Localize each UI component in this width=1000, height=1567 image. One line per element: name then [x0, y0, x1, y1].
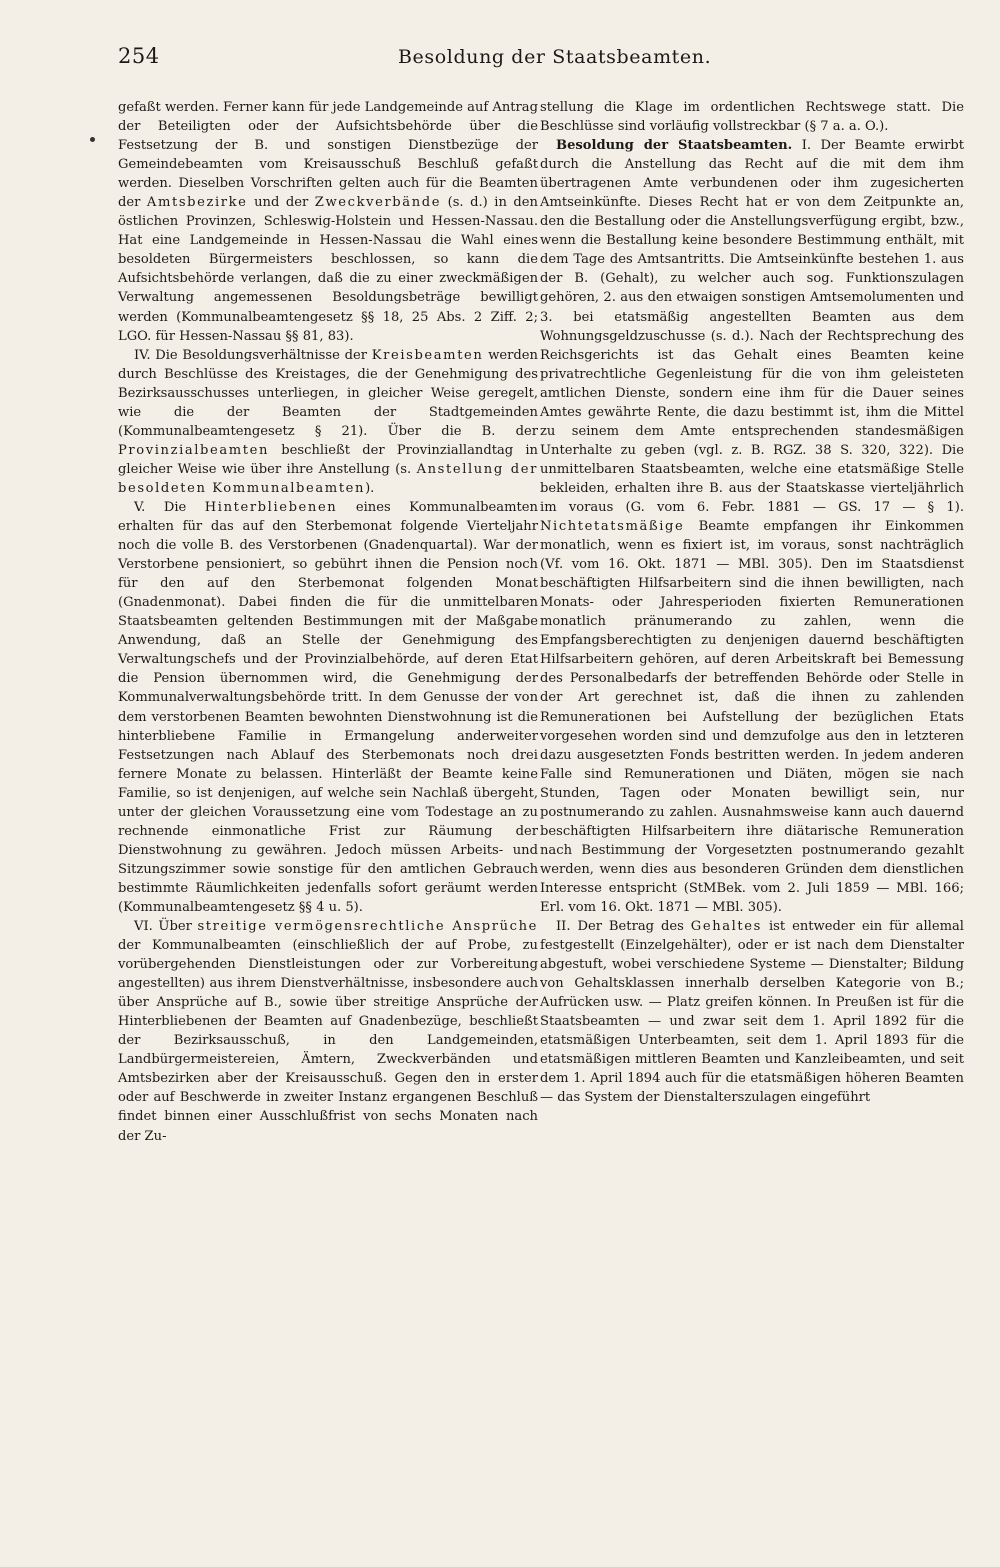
left-paragraph-1: gefaßt werden. Ferner kann für jede Landgemeinde auf Antrag der Beteiligten oder der Aufsichtsbehörde über die Festsetzung der B. und sonstigen Dienstbezüge der Gemeindebeamten vom Kreisausschuß Beschluß gefaßt werden. Dieselben Vorschriften gelten auch für die Beamten der Amtsbezirke und der Zweckverbände (s. d.) in den östlichen Provinzen, Schleswig-Holstein und Hessen-Nassau. Hat eine Landgemeinde in Hessen-Nassau die Wahl eines besoldeten Bürgermeisters beschlossen, so kann die Aufsichtsbehörde verlangen, daß die zu einer zweckmäßigen Verwaltung angemessenen Besoldungsbeträge bewilligt werden (Kommunalbeamtengesetz §§ 18, 25 Abs. 2 Ziff. 2; LGO. für Hessen-Nassau §§ 81, 83). — [118, 100, 538, 344]
right-column — [540, 98, 964, 1107]
right-paragraph-besoldung: Besoldung der Staatsbeamten. I. Der Beamte erwirbt durch die Anstellung das Recht auf die mit dem ihm übertragenen Amte verbundenen oder ihm zugesicherten Amtseinkünfte. Dieses Recht hat er von dem Zeitpunkte an, den die Bestallung oder die Anstellungsverfügung ergibt, bzw., wenn die Bestallung keine besondere Bestimmung enthält, mit dem Tage des Amtsantritts. Die Amtseinkünfte bestehen 1. aus der B. (Gehalt), zu welcher auch sog. Funktionszulagen gehören, 2. aus den etwaigen sonstigen Amtsemolumenten und 3. bei etatsmäßig angestellten Beamten aus dem Wohnungsgeldzuschusse (s. d.). Nach der Rechtsprechung des Reichsgerichts ist das Gehalt eines Beamten keine privatrechtliche Gegenleistung für die von ihm geleisteten amtlichen Dienste, sondern eine ihm für die Dauer seines Amtes gewährte Rente, die dazu bestimmt ist, ihm die Mittel zu seinem dem Amte entsprechenden standesmäßigen Unterhalte zu geben (vgl. z. B. RGZ. 38 S. 320, 322). Die unmittelbaren Staatsbeamten, welche eine etatsmäßige Stelle bekleiden, erhalten ihre B. aus der Staatskasse vierteljährlich im voraus (G. vom 6. Febr. 1881 — GS. 17 — § 1). Nichtetatsmäßige Beamte empfangen ihr Einkommen monatlich, wenn es fixiert ist, im voraus, sonst nachträglich (Vf. vom 16. Okt. 1871 — MBl. 305). Den im Staatsdienst beschäftigten Hilfsarbeitern sind die ihnen bewilligten, nach Monats- oder Jahresperioden fixierten Remunerationen monatlich pränumerando zu zahlen, wenn die Empfangsberechtigten zu denjenigen dauernd beschäftigten Hilfsarbeitern gehören, auf deren Arbeitskraft bei Bemessung des Personalbedarfs der betreffenden Behörde oder Stelle in der Art gerechnet ist, daß die ihnen zu zahlenden Remunerationen bei Aufstellung der bezüglichen Etats vorgesehen worden sind und demzufolge aus den in letzteren dazu ausgesetzten Fonds bestritten werden. In jedem anderen Falle sind Remunerationen und Diäten, mögen sie nach Stunden, Tagen oder Monaten bewilligt sein, nur postnumerando zu zahlen. Ausnahmsweise kann auch dauernd beschäftigten Hilfsarbeitern ihre diätarische Remuneration nach Bestimmung der Vorgesetzten postnumerando gezahlt werden, wenn dies aus besonderen Gründen dem dienstlichen Interesse entspricht (StMBek. vom 2. Juli 1859 — MBl. 166; Erl. vom 16. Okt. 1871 — MBl. 305). — [540, 138, 964, 915]
page-header — [118, 40, 956, 76]
right-paragraph-ii: II. Der Betrag des Gehaltes ist entweder ein für allemal festgestellt (Einzelgehälter), oder er ist nach dem Dienstalter abgestuft, wobei verschiedene Systeme — Dienstalter; Bildung von Gehaltsklassen innerhalb derselben Kategorie von B.; Aufrücken usw. — Platz greifen können. In Preußen ist für die Staatsbeamten — und zwar seit dem 1. April 1892 für die etatsmäßigen Unterbeamten, seit dem 1. April 1893 für die etatsmäßigen mittleren Beamten und Kanzleibeamten, und seit dem 1. April 1894 auch für die etatsmäßigen höheren Beamten — das System der Dienstalterszulagen eingeführt — [540, 919, 964, 1106]
running-title: Besoldung der Staatsbeamten. — [398, 46, 712, 68]
spaced-term: streitige vermögensrechtliche Ansprüche — [197, 919, 538, 935]
margin-dot-mark — [90, 137, 95, 142]
right-paragraph-1: stellung die Klage im ordentlichen Rechtswege statt. Die Beschlüsse sind vorläufig vollstreckbar (§ 7 a. a. O.). — [540, 100, 964, 135]
spaced-term: Zweckverbände — [314, 195, 442, 211]
spaced-term: Nichtetatsmäßige — [540, 519, 685, 535]
entry-heading: Besoldung der Staatsbeamten. — [556, 138, 793, 154]
left-column — [118, 98, 538, 1146]
spaced-term: Amtsbezirke — [146, 195, 248, 211]
spaced-term: Hinterbliebenen — [204, 499, 338, 515]
spaced-term: Provinzialbeamten — [118, 442, 270, 458]
spaced-term: Gehaltes — [690, 919, 762, 935]
cross-reference: Anstellung der besoldeten Kommunalbeamten — [118, 461, 538, 496]
page-number: 254 — [118, 44, 160, 68]
left-paragraph-iv: IV. Die Besoldungsverhältnisse der Kreisbeamten werden durch Beschlüsse des Kreistages, die der Genehmigung des Bezirksausschusses unterliegen, in gleicher Weise geregelt, wie die der Beamten der Stadtgemeinden (Kommunalbeamtengesetz § 21). Über die B. der Provinzialbeamten beschließt der Provinziallandtag in gleicher Weise wie über ihre Anstellung (s. Anstellung der besoldeten Kommunalbeamten). — [118, 347, 538, 496]
left-paragraph-vi: VI. Über streitige vermögensrechtliche Ansprüche der Kommunalbeamten (einschließlich der auf Probe, zu vorübergehenden Dienstleistungen oder zur Vorbereitung angestellten) aus ihrem Dienstverhältnisse, insbesondere auch über Ansprüche auf B., sowie über streitige Ansprüche der Hinterbliebenen der Beamten auf Gnadenbezüge, beschließt der Bezirksausschuß, in den Landgemeinden, Landbürgermeistereien, Ämtern, Zweckverbänden und Amtsbezirken aber der Kreisausschuß. Gegen den in erster oder auf Beschwerde in zweiter Instanz ergangenen Beschluß findet binnen einer Ausschlußfrist von sechs Monaten nach der Zu- — [118, 919, 538, 1144]
left-paragraph-v: V. Die Hinterbliebenen eines Kommunalbeamten erhalten für das auf den Sterbemonat folgende Vierteljahr noch die volle B. des Verstorbenen (Gnadenquartal). War der Verstorbene pensioniert, so gebührt ihnen die Pension noch für den auf den Sterbemonat folgenden Monat (Gnadenmonat). Dabei finden die für die unmittelbaren Staatsbeamten geltenden Bestimmungen mit der Maßgabe Anwendung, daß an Stelle der Genehmigung des Verwaltungschefs und der Provinzialbehörde, auf deren Etat die Pension übernommen wird, die Genehmigung der Kommunalverwaltungsbehörde tritt. In dem Genusse der von dem verstorbenen Beamten bewohnten Dienstwohnung ist die hinterbliebene Familie in Ermangelung anderweiter Festsetzungen nach Ablauf des Sterbemonats noch drei fernere Monate zu belassen. Hinterläßt der Beamte keine Familie, so ist denjenigen, auf welche sein Nachlaß übergeht, unter der gleichen Voraussetzung eine vom Todestage an zu rechnende einmonatliche Frist zur Räumung der Dienstwohnung zu gewähren. Jedoch müssen Arbeits- und Sitzungszimmer sowie sonstige für den amtlichen Gebrauch bestimmte Räumlichkeiten jedenfalls sofort geräumt werden (Kommunalbeamtengesetz §§ 4 u. 5). — [118, 499, 538, 915]
spaced-term: Kreisbeamten — [371, 347, 484, 363]
